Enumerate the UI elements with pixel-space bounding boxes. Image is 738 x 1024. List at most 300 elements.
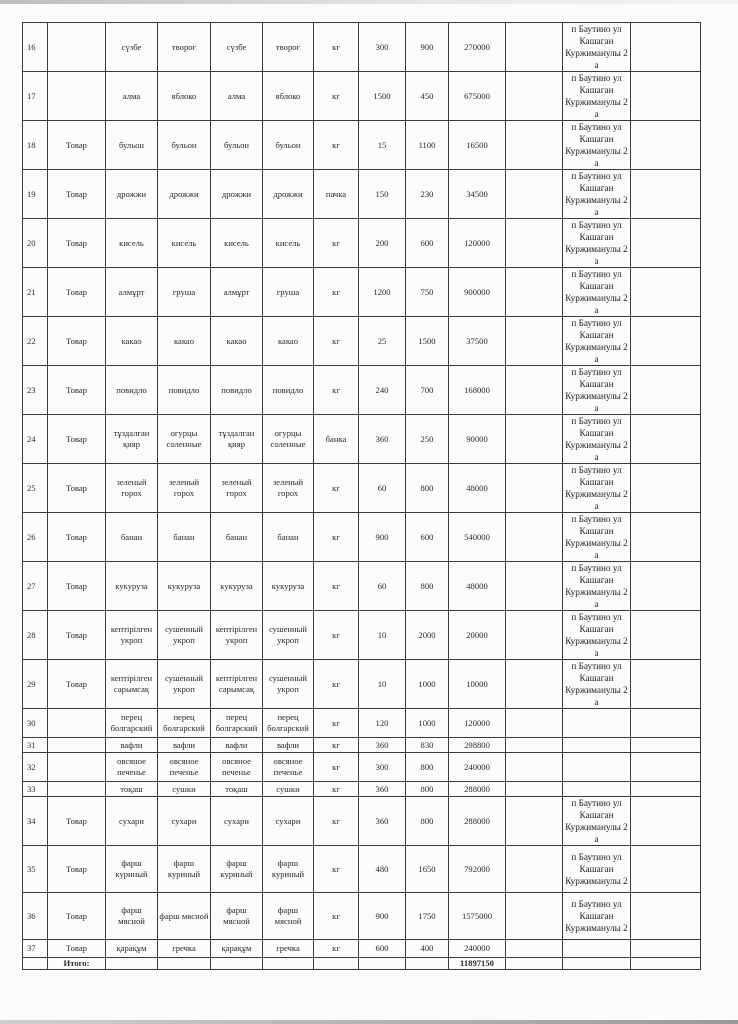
extra-cell-cell	[506, 738, 563, 753]
name-kz-cell: алмұрт	[106, 268, 158, 317]
quantity-cell: 480	[359, 846, 406, 893]
empty-cell-cell	[631, 753, 701, 782]
table-row	[23, 660, 701, 709]
row-number-cell: 17	[23, 72, 48, 121]
name-kz-2-cell: перец болгарский	[211, 709, 263, 738]
quantity-cell: 900	[359, 513, 406, 562]
item-type-cell	[48, 709, 106, 738]
table-body	[23, 23, 701, 970]
name-kz-cell: тоқаш	[106, 782, 158, 797]
empty-cell-cell	[631, 660, 701, 709]
delivery-address-cell: п Баутино ул Кашаган Куржиманулы 2 а	[563, 797, 631, 846]
empty-cell	[158, 958, 211, 970]
unit-cell: кг	[314, 846, 359, 893]
total-row	[23, 958, 701, 970]
unit-cell: банка	[314, 415, 359, 464]
extra-cell-cell	[506, 415, 563, 464]
empty-cell	[314, 958, 359, 970]
quantity-cell: 360	[359, 782, 406, 797]
total-label: Итого:	[48, 958, 106, 970]
quantity-cell: 1200	[359, 268, 406, 317]
amount-cell: 298800	[449, 738, 506, 753]
item-type-cell: Товар	[48, 846, 106, 893]
amount-cell: 120000	[449, 709, 506, 738]
extra-cell-cell	[506, 170, 563, 219]
name-ru-2-cell: какао	[263, 317, 314, 366]
table-row	[23, 23, 701, 72]
item-type-cell: Товар	[48, 893, 106, 940]
item-type-cell: Товар	[48, 121, 106, 170]
price-cell: 450	[406, 72, 449, 121]
item-type-cell: Товар	[48, 562, 106, 611]
name-ru-2-cell: творог	[263, 23, 314, 72]
empty-cell	[359, 958, 406, 970]
name-ru-cell: бульон	[158, 121, 211, 170]
row-number-cell: 19	[23, 170, 48, 219]
extra-cell-cell	[506, 940, 563, 958]
row-number-cell: 27	[23, 562, 48, 611]
name-kz-2-cell: вафли	[211, 738, 263, 753]
name-ru-cell: сушки	[158, 782, 211, 797]
unit-cell: кг	[314, 23, 359, 72]
name-kz-cell: зеленый горох	[106, 464, 158, 513]
unit-cell: кг	[314, 121, 359, 170]
row-number-cell: 26	[23, 513, 48, 562]
delivery-address-cell: п Баутино ул Кашаган Куржиманулы 2 а	[563, 464, 631, 513]
delivery-address-cell	[563, 709, 631, 738]
name-kz-cell: кептірілген сарымсақ	[106, 660, 158, 709]
item-type-cell	[48, 23, 106, 72]
name-kz-2-cell: қарақұм	[211, 940, 263, 958]
unit-cell: кг	[314, 753, 359, 782]
empty-cell-cell	[631, 893, 701, 940]
amount-cell: 792000	[449, 846, 506, 893]
unit-cell: кг	[314, 893, 359, 940]
price-cell: 800	[406, 797, 449, 846]
name-kz-2-cell: тоқаш	[211, 782, 263, 797]
name-ru-cell: кисель	[158, 219, 211, 268]
delivery-address-cell	[563, 940, 631, 958]
name-kz-2-cell: алма	[211, 72, 263, 121]
delivery-address-cell	[563, 738, 631, 753]
extra-cell-cell	[506, 709, 563, 738]
price-cell: 1650	[406, 846, 449, 893]
row-number-cell: 32	[23, 753, 48, 782]
name-ru-2-cell: бульон	[263, 121, 314, 170]
name-ru-cell: огурцы соленные	[158, 415, 211, 464]
amount-cell: 240000	[449, 753, 506, 782]
price-cell: 1750	[406, 893, 449, 940]
name-ru-cell: творог	[158, 23, 211, 72]
name-kz-cell: сүзбе	[106, 23, 158, 72]
name-kz-cell: повидло	[106, 366, 158, 415]
name-ru-cell: зеленый горох	[158, 464, 211, 513]
delivery-address-cell: п Баутино ул Кашаган Куржиманулы 2 а	[563, 611, 631, 660]
delivery-address-cell: п Баутино ул Кашаган Куржиманулы 2 а	[563, 72, 631, 121]
name-kz-2-cell: тұздалған қияр	[211, 415, 263, 464]
table-row	[23, 709, 701, 738]
quantity-cell: 900	[359, 893, 406, 940]
name-ru-2-cell: кисель	[263, 219, 314, 268]
name-kz-cell: кисель	[106, 219, 158, 268]
extra-cell-cell	[506, 562, 563, 611]
name-ru-cell: фарш куриный	[158, 846, 211, 893]
unit-cell: кг	[314, 709, 359, 738]
price-cell: 800	[406, 782, 449, 797]
item-type-cell: Товар	[48, 660, 106, 709]
row-number-cell: 31	[23, 738, 48, 753]
quantity-cell: 60	[359, 562, 406, 611]
empty-cell-cell	[631, 562, 701, 611]
empty-cell-cell	[631, 268, 701, 317]
name-kz-2-cell: кисель	[211, 219, 263, 268]
extra-cell-cell	[506, 464, 563, 513]
name-kz-cell: кукуруза	[106, 562, 158, 611]
quantity-cell: 300	[359, 23, 406, 72]
name-ru-2-cell: груша	[263, 268, 314, 317]
unit-cell: кг	[314, 562, 359, 611]
quantity-cell: 360	[359, 415, 406, 464]
amount-cell: 90000	[449, 415, 506, 464]
item-type-cell: Товар	[48, 366, 106, 415]
empty-cell	[406, 958, 449, 970]
price-cell: 250	[406, 415, 449, 464]
quantity-cell: 1500	[359, 72, 406, 121]
empty-cell	[23, 958, 48, 970]
name-ru-2-cell: дрожжи	[263, 170, 314, 219]
delivery-address-cell: п Баутино ул Кашаган Куржиманулы 2	[563, 893, 631, 940]
row-number-cell: 36	[23, 893, 48, 940]
name-kz-cell: кептірілген укроп	[106, 611, 158, 660]
amount-cell: 16500	[449, 121, 506, 170]
item-type-cell	[48, 72, 106, 121]
table-row	[23, 782, 701, 797]
name-ru-cell: перец болгарский	[158, 709, 211, 738]
name-ru-cell: какао	[158, 317, 211, 366]
name-ru-cell: кукуруза	[158, 562, 211, 611]
extra-cell-cell	[506, 782, 563, 797]
amount-cell: 48000	[449, 562, 506, 611]
table-row	[23, 219, 701, 268]
name-ru-cell: повидло	[158, 366, 211, 415]
amount-cell: 48000	[449, 464, 506, 513]
quantity-cell: 60	[359, 464, 406, 513]
table-row	[23, 513, 701, 562]
delivery-address-cell: п Баутино ул Кашаган Куржиманулы 2 а	[563, 23, 631, 72]
extra-cell-cell	[506, 72, 563, 121]
quantity-cell: 300	[359, 753, 406, 782]
quantity-cell: 240	[359, 366, 406, 415]
name-kz-cell: бульон	[106, 121, 158, 170]
price-cell: 1500	[406, 317, 449, 366]
empty-cell	[506, 958, 563, 970]
table-row	[23, 940, 701, 958]
delivery-address-cell: п Баутино ул Кашаган Куржиманулы 2 а	[563, 660, 631, 709]
unit-cell: кг	[314, 72, 359, 121]
item-type-cell: Товар	[48, 464, 106, 513]
name-ru-2-cell: гречка	[263, 940, 314, 958]
delivery-address-cell: п Баутино ул Кашаган Куржиманулы 2	[563, 846, 631, 893]
empty-cell-cell	[631, 940, 701, 958]
empty-cell-cell	[631, 797, 701, 846]
extra-cell-cell	[506, 268, 563, 317]
item-type-cell: Товар	[48, 415, 106, 464]
name-kz-2-cell: повидло	[211, 366, 263, 415]
name-ru-2-cell: вафли	[263, 738, 314, 753]
table-row	[23, 562, 701, 611]
empty-cell-cell	[631, 219, 701, 268]
name-kz-2-cell: сухари	[211, 797, 263, 846]
name-ru-2-cell: овсяное печенье	[263, 753, 314, 782]
item-type-cell: Товар	[48, 317, 106, 366]
extra-cell-cell	[506, 219, 563, 268]
name-kz-cell: овсяное печенье	[106, 753, 158, 782]
item-type-cell	[48, 753, 106, 782]
unit-cell: кг	[314, 782, 359, 797]
delivery-address-cell: п Баутино ул Кашаган Куржиманулы 2 а	[563, 121, 631, 170]
unit-cell: кг	[314, 268, 359, 317]
item-type-cell: Товар	[48, 940, 106, 958]
extra-cell-cell	[506, 893, 563, 940]
price-cell: 830	[406, 738, 449, 753]
price-cell: 230	[406, 170, 449, 219]
empty-cell	[631, 958, 701, 970]
amount-cell: 168000	[449, 366, 506, 415]
name-ru-cell: овсяное печенье	[158, 753, 211, 782]
empty-cell-cell	[631, 464, 701, 513]
name-kz-cell: алма	[106, 72, 158, 121]
extra-cell-cell	[506, 797, 563, 846]
empty-cell-cell	[631, 317, 701, 366]
table-row	[23, 366, 701, 415]
row-number-cell: 22	[23, 317, 48, 366]
quantity-cell: 10	[359, 660, 406, 709]
delivery-address-cell: п Баутино ул Кашаган Куржиманулы 2 а	[563, 513, 631, 562]
name-ru-cell: банан	[158, 513, 211, 562]
table-row	[23, 72, 701, 121]
name-kz-2-cell: какао	[211, 317, 263, 366]
name-ru-cell: вафли	[158, 738, 211, 753]
name-ru-2-cell: кукуруза	[263, 562, 314, 611]
unit-cell: кг	[314, 797, 359, 846]
name-ru-cell: груша	[158, 268, 211, 317]
price-cell: 600	[406, 513, 449, 562]
empty-cell-cell	[631, 513, 701, 562]
empty-cell-cell	[631, 846, 701, 893]
item-type-cell	[48, 782, 106, 797]
quantity-cell: 25	[359, 317, 406, 366]
name-kz-cell: қарақұм	[106, 940, 158, 958]
empty-cell-cell	[631, 611, 701, 660]
quantity-cell: 120	[359, 709, 406, 738]
unit-cell: кг	[314, 738, 359, 753]
name-kz-2-cell: зеленый горох	[211, 464, 263, 513]
name-ru-2-cell: зеленый горох	[263, 464, 314, 513]
table-row	[23, 797, 701, 846]
name-kz-2-cell: банан	[211, 513, 263, 562]
amount-cell: 288000	[449, 797, 506, 846]
name-ru-cell: сушенный укроп	[158, 611, 211, 660]
amount-cell: 20000	[449, 611, 506, 660]
table-row	[23, 464, 701, 513]
item-type-cell: Товар	[48, 513, 106, 562]
total-amount: 11897150	[449, 958, 506, 970]
name-ru-2-cell: перец болгарский	[263, 709, 314, 738]
item-type-cell: Товар	[48, 268, 106, 317]
price-cell: 750	[406, 268, 449, 317]
table-row	[23, 317, 701, 366]
row-number-cell: 34	[23, 797, 48, 846]
row-number-cell: 21	[23, 268, 48, 317]
name-kz-cell: вафли	[106, 738, 158, 753]
scan-edge-top	[0, 0, 738, 4]
item-type-cell: Товар	[48, 797, 106, 846]
name-kz-cell: какао	[106, 317, 158, 366]
name-kz-2-cell: овсяное печенье	[211, 753, 263, 782]
name-ru-2-cell: фарш мясной	[263, 893, 314, 940]
row-number-cell: 23	[23, 366, 48, 415]
name-kz-2-cell: дрожжи	[211, 170, 263, 219]
delivery-address-cell: п Баутино ул Кашаган Куржиманулы 2 а	[563, 170, 631, 219]
scan-edge-bottom	[0, 1020, 738, 1024]
table-row	[23, 268, 701, 317]
price-cell: 700	[406, 366, 449, 415]
item-type-cell: Товар	[48, 219, 106, 268]
table-row	[23, 170, 701, 219]
name-ru-2-cell: сушенный укроп	[263, 611, 314, 660]
empty-cell-cell	[631, 72, 701, 121]
amount-cell: 900000	[449, 268, 506, 317]
amount-cell: 675000	[449, 72, 506, 121]
name-kz-cell: тұздалған қияр	[106, 415, 158, 464]
row-number-cell: 24	[23, 415, 48, 464]
table-row	[23, 415, 701, 464]
name-kz-cell: фарш куриный	[106, 846, 158, 893]
name-kz-2-cell: алмұрт	[211, 268, 263, 317]
empty-cell-cell	[631, 366, 701, 415]
quantity-cell: 360	[359, 738, 406, 753]
unit-cell: кг	[314, 611, 359, 660]
name-kz-cell: сухари	[106, 797, 158, 846]
amount-cell: 37500	[449, 317, 506, 366]
name-kz-cell: перец болгарский	[106, 709, 158, 738]
amount-cell: 540000	[449, 513, 506, 562]
empty-cell-cell	[631, 415, 701, 464]
name-ru-2-cell: сухари	[263, 797, 314, 846]
name-kz-2-cell: кукуруза	[211, 562, 263, 611]
name-ru-cell: сухари	[158, 797, 211, 846]
row-number-cell: 20	[23, 219, 48, 268]
delivery-address-cell: п Баутино ул Кашаган Куржиманулы 2 а	[563, 415, 631, 464]
extra-cell-cell	[506, 611, 563, 660]
quantity-cell: 15	[359, 121, 406, 170]
empty-cell	[211, 958, 263, 970]
price-cell: 800	[406, 562, 449, 611]
empty-cell-cell	[631, 170, 701, 219]
unit-cell: кг	[314, 940, 359, 958]
name-kz-2-cell: кептірілген сарымсақ	[211, 660, 263, 709]
unit-cell: кг	[314, 219, 359, 268]
row-number-cell: 29	[23, 660, 48, 709]
name-kz-2-cell: фарш куриный	[211, 846, 263, 893]
unit-cell: кг	[314, 366, 359, 415]
price-cell: 1000	[406, 660, 449, 709]
extra-cell-cell	[506, 317, 563, 366]
name-ru-2-cell: повидло	[263, 366, 314, 415]
extra-cell-cell	[506, 366, 563, 415]
name-kz-cell: фарш мясной	[106, 893, 158, 940]
name-kz-cell: дрожжи	[106, 170, 158, 219]
name-kz-2-cell: фарш мясной	[211, 893, 263, 940]
empty-cell-cell	[631, 738, 701, 753]
table-row	[23, 611, 701, 660]
amount-cell: 34500	[449, 170, 506, 219]
unit-cell: кг	[314, 317, 359, 366]
table-row	[23, 753, 701, 782]
table-row	[23, 893, 701, 940]
name-kz-2-cell: кептірілген укроп	[211, 611, 263, 660]
row-number-cell: 35	[23, 846, 48, 893]
item-type-cell: Товар	[48, 170, 106, 219]
row-number-cell: 18	[23, 121, 48, 170]
name-ru-cell: дрожжи	[158, 170, 211, 219]
extra-cell-cell	[506, 513, 563, 562]
price-cell: 400	[406, 940, 449, 958]
extra-cell-cell	[506, 23, 563, 72]
extra-cell-cell	[506, 846, 563, 893]
row-number-cell: 25	[23, 464, 48, 513]
empty-cell	[263, 958, 314, 970]
price-cell: 600	[406, 219, 449, 268]
amount-cell: 1575000	[449, 893, 506, 940]
empty-cell	[563, 958, 631, 970]
amount-cell: 288000	[449, 782, 506, 797]
delivery-address-cell: п Баутино ул Кашаган Куржиманулы 2 а	[563, 562, 631, 611]
price-cell: 1000	[406, 709, 449, 738]
price-cell: 800	[406, 753, 449, 782]
unit-cell: кг	[314, 513, 359, 562]
item-type-cell: Товар	[48, 611, 106, 660]
goods-table	[22, 22, 701, 970]
price-cell: 900	[406, 23, 449, 72]
name-ru-2-cell: сушенный укроп	[263, 660, 314, 709]
name-ru-2-cell: банан	[263, 513, 314, 562]
name-ru-2-cell: сушки	[263, 782, 314, 797]
delivery-address-cell: п Баутино ул Кашаган Куржиманулы 2 а	[563, 268, 631, 317]
item-type-cell	[48, 738, 106, 753]
name-ru-2-cell: огурцы соленные	[263, 415, 314, 464]
name-ru-2-cell: фарш куриный	[263, 846, 314, 893]
name-ru-cell: гречка	[158, 940, 211, 958]
amount-cell: 270000	[449, 23, 506, 72]
name-kz-2-cell: бульон	[211, 121, 263, 170]
unit-cell: кг	[314, 660, 359, 709]
unit-cell: пачка	[314, 170, 359, 219]
row-number-cell: 28	[23, 611, 48, 660]
delivery-address-cell: п Баутино ул Кашаган Куржиманулы 2 а	[563, 219, 631, 268]
name-kz-2-cell: сүзбе	[211, 23, 263, 72]
table-row	[23, 738, 701, 753]
empty-cell-cell	[631, 709, 701, 738]
quantity-cell: 10	[359, 611, 406, 660]
name-kz-cell: банан	[106, 513, 158, 562]
amount-cell: 120000	[449, 219, 506, 268]
row-number-cell: 37	[23, 940, 48, 958]
name-ru-cell: фарш мясной	[158, 893, 211, 940]
name-ru-2-cell: яблоко	[263, 72, 314, 121]
name-ru-cell: яблоко	[158, 72, 211, 121]
quantity-cell: 600	[359, 940, 406, 958]
